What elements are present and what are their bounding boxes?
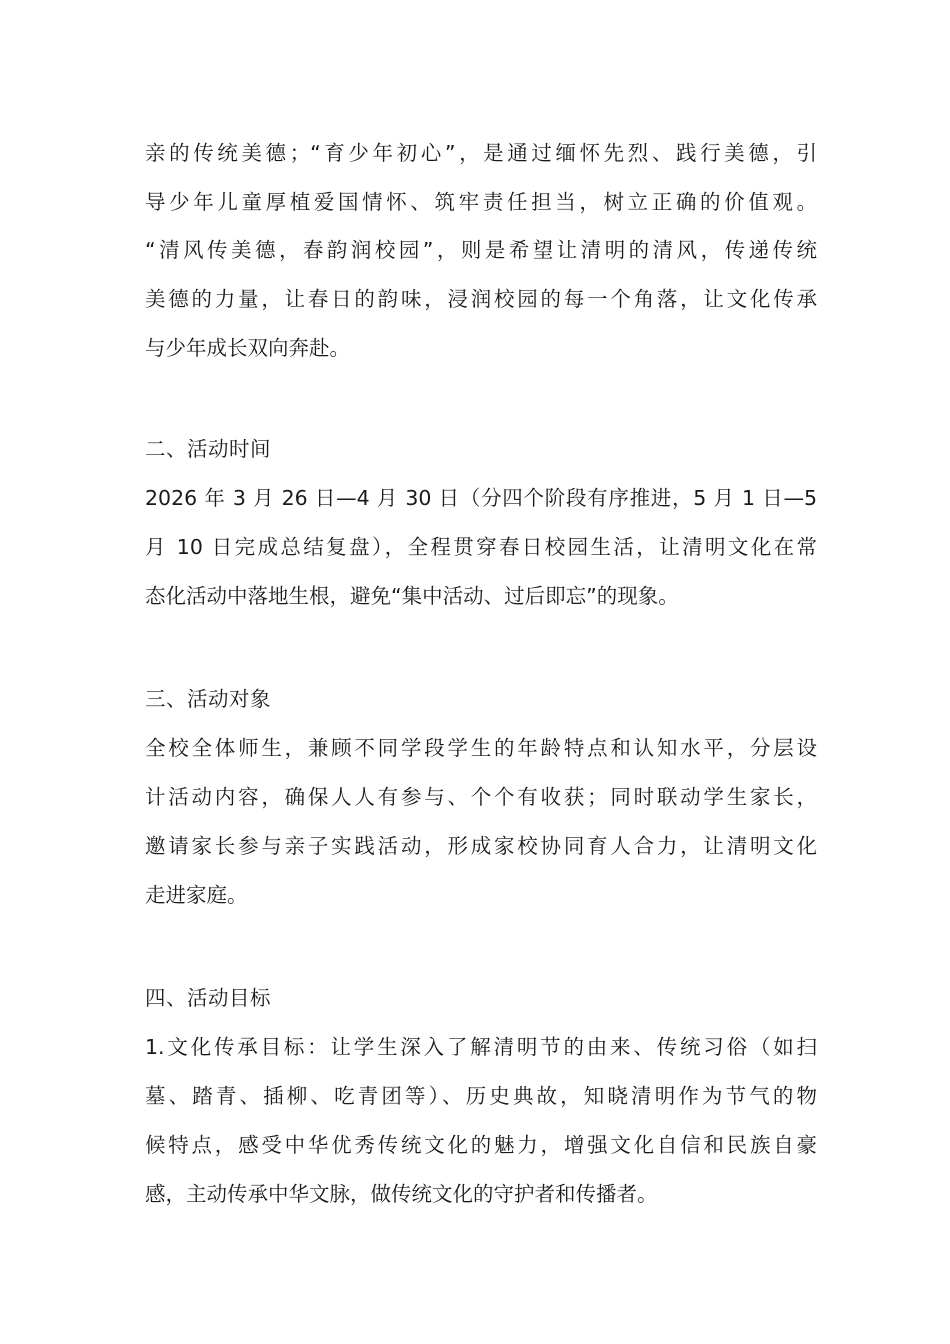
target-line-4: 走进家庭。	[145, 883, 248, 907]
section-heading-time: 二、活动时间	[145, 437, 271, 461]
goal-line-2: 墓、踏青、插柳、吃青团等）、历史典故，知晓清明作为节气的物	[145, 1084, 817, 1108]
intro-line-3: “清风传美德，春韵润校园”，则是希望让清明的清风，传递传统	[145, 238, 817, 262]
time-line-3: 态化活动中落地生根，避免“集中活动、过后即忘”的现象。	[145, 584, 679, 608]
target-line-1: 全校全体师生，兼顾不同学段学生的年龄特点和认知水平，分层设	[145, 736, 817, 760]
target-line-2: 计活动内容，确保人人有参与、个个有收获；同时联动学生家长，	[145, 785, 817, 809]
time-line-2: 月 10 日完成总结复盘），全程贯穿春日校园生活，让清明文化在常	[145, 535, 817, 559]
section-heading-goal: 四、活动目标	[145, 986, 271, 1010]
target-line-3: 邀请家长参与亲子实践活动，形成家校协同育人合力，让清明文化	[145, 834, 817, 858]
section-heading-target: 三、活动对象	[145, 687, 271, 711]
goal-line-4: 感，主动传承中华文脉，做传统文化的守护者和传播者。	[145, 1182, 658, 1206]
intro-line-2: 导少年儿童厚植爱国情怀、筑牢责任担当，树立正确的价值观。	[145, 190, 817, 214]
goal-line-1: 1.文化传承目标：让学生深入了解清明节的由来、传统习俗（如扫	[145, 1035, 817, 1059]
intro-line-4: 美德的力量，让春日的韵味，浸润校园的每一个角落，让文化传承	[145, 287, 817, 311]
intro-line-1: 亲的传统美德；“育少年初心”，是通过缅怀先烈、践行美德，引	[145, 141, 817, 165]
goal-line-3: 候特点，感受中华优秀传统文化的魅力，增强文化自信和民族自豪	[145, 1133, 817, 1157]
time-line-1: 2026 年 3 月 26 日—4 月 30 日（分四个阶段有序推进，5 月 1 日—5	[145, 486, 817, 510]
intro-line-5: 与少年成长双向奔赴。	[145, 336, 350, 360]
